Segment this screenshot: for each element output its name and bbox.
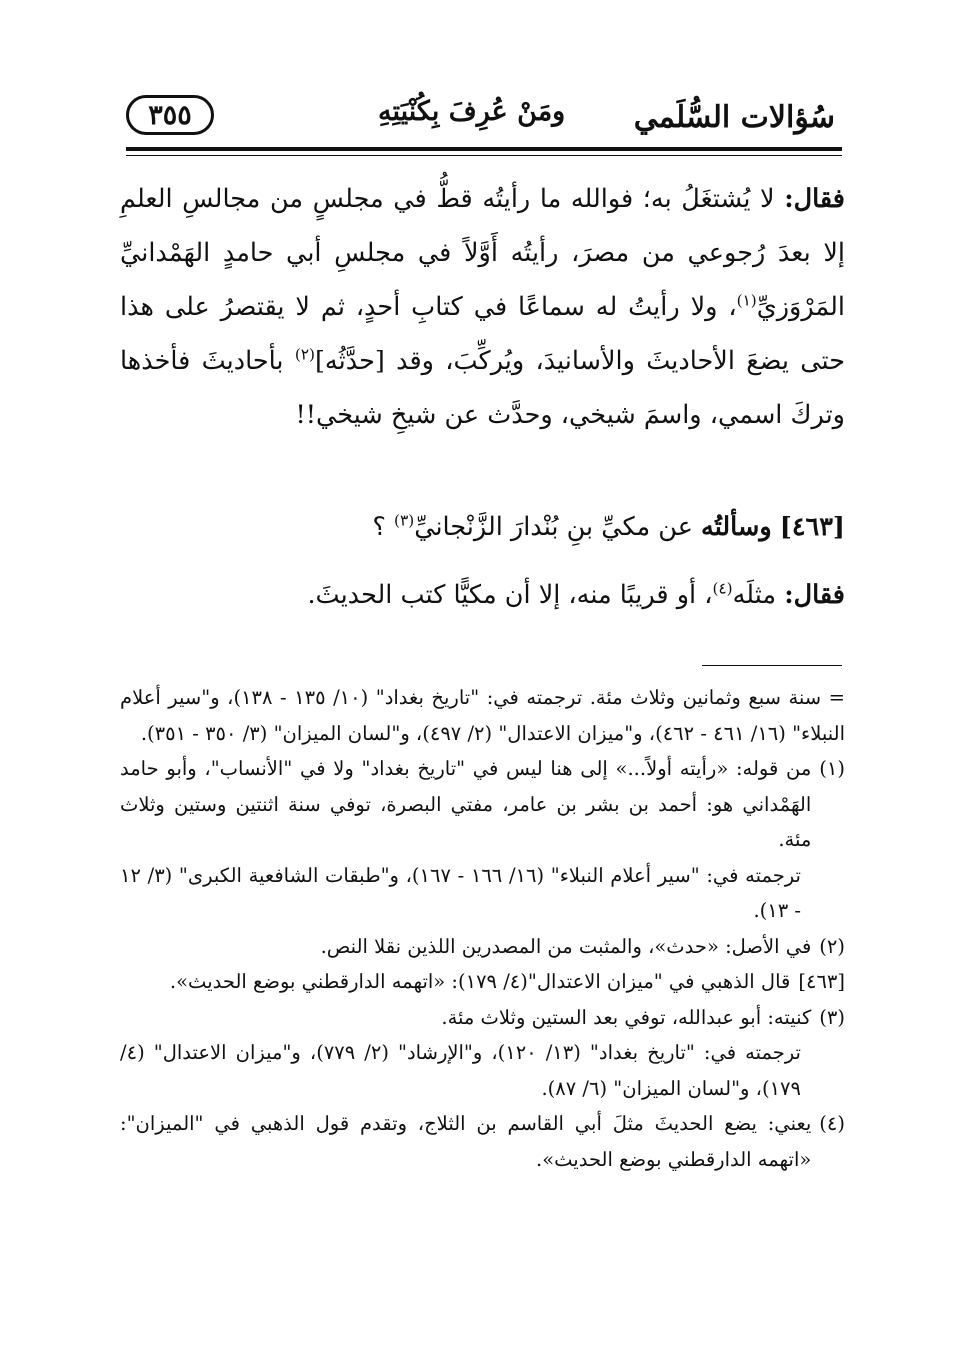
main-paragraph — [120, 172, 845, 442]
footnote-text: قال الذهبي في "ميزان الاعتدال"(٤/ ١٧٩): «اتهمه الدارقطني بوضع الحديث». — [169, 970, 791, 993]
footnote-separator — [702, 665, 842, 666]
footnotes — [120, 680, 845, 1177]
question-paragraph — [120, 500, 845, 554]
footnote-mark: (٣) — [819, 1005, 845, 1029]
chapter-title: ومَنْ عُرِفَ بِكُنْيَتِهِ — [378, 96, 566, 127]
book-title: سُؤالات السُّلَمي — [633, 100, 835, 135]
footnote-text: كنيته: أبو عبدالله، توفي بعد الستين وثلاث مئة. — [441, 1005, 812, 1029]
question-text: عن مكيِّ بنِ بُنْدارَ الزَّنْجانيِّ — [414, 512, 702, 542]
footnote-mark: (١) — [819, 757, 845, 780]
footnote-mark: [٤٦٣] — [798, 970, 845, 993]
header-rule-thin — [126, 155, 842, 156]
footnote-ref-4[interactable]: (٤) — [712, 579, 733, 598]
entry-number: [٤٦٣] — [779, 512, 845, 542]
question-end: ؟ — [372, 512, 395, 542]
footnote-item — [120, 751, 845, 858]
answer-paragraph — [120, 568, 845, 622]
page-number-badge — [126, 95, 214, 135]
footnote-item — [120, 929, 845, 965]
footnote-item — [120, 1000, 845, 1036]
footnote-ref-3[interactable]: (٣) — [394, 511, 415, 530]
footnote-item — [120, 964, 845, 1000]
page-number: ٣٥٥ — [148, 99, 192, 131]
footnote-text: ترجمته في: "تاريخ بغداد" (١٣/ ١٢٠)، و"الإرشاد" (٢/ ٧٧٩)، و"ميزان الاعتدال" (٤/ ١٧٩)، و"لسان الميزان" (٦/ ٨٧). — [120, 1041, 801, 1100]
paragraph-text: لا يُشتغَلُ به؛ فوالله ما رأيتُه قطُّ في مجلسٍ من مجالسِ العلمِ إلا بعدَ رُجوعي من مصرَ، رأيتُه أَوَّلاً في مجلسِ أبي حامدٍ الهَمْدانيِّ المَرْوَزيِّ — [120, 184, 845, 322]
footnote-mark: (٤) — [819, 1112, 845, 1135]
footnote-text: ترجمته في: "سير أعلام النبلاء" (١٦/ ١٦٦ - ١٦٧)، و"طبقات الشافعية الكبرى" (٣/ ١٢ - ١٣). — [120, 863, 801, 922]
paragraph-text-end: بأحاديثَ فأخذها وتركَ اسمي، واسمَ شيخي، وحدَّث عن شيخِ شيخي!! — [120, 346, 845, 430]
footnote-text: = سنة سبع وثمانين وثلاث مئة. ترجمته في: "تاريخ بغداد" (١٠/ ١٣٥ - ١٣٨)، و"سير أعلام النبلاء" (١٦/ ٤٦١ - ٤٦٢)، و"ميزان الاعتدال" (٢/ ٤٩٧)، و"لسان الميزان" (٣/ ٣٥٠ - ٣٥١). — [120, 686, 845, 745]
answer-end: ، أو قريبًا منه، إلا أن مكيًّا كتب الحديثَ. — [307, 580, 713, 610]
paragraph-text-cont: ، ولا رأيتُ له سماعًا في كتابِ أحدٍ، ثم لا يقتصرُ على هذا حتى يضعَ الأحاديثَ والأسانيدَ، ويُركِّبَ، وقد [حدَّثُه] — [120, 292, 846, 376]
footnote-text: من قوله: «رأيته أولاً...» إلى هنا ليس في "تاريخ بغداد" ولا في "الأنساب"، وأبو حامد الهَمْداني هو: أحمد بن بشر بن عامر، مفتي البصرة، توفي سنة اثنتين وستين وثلاث مئة. — [120, 757, 812, 851]
footnote-text: يعني: يضع الحديثَ مثلَ أبي القاسم بن الثلاج، وتقدم قول الذهبي في "الميزان": «اتهمه الدارقطني بوضع الحديث». — [120, 1112, 812, 1171]
answer-label: فقال: — [784, 580, 845, 610]
footnote-text: في الأصل: «حدث»، والمثبت من المصدرين اللذين نقلا النص. — [320, 934, 812, 958]
footnote-item — [120, 858, 845, 929]
footnote-ref-1[interactable]: (١) — [736, 291, 757, 310]
footnote-ref-2[interactable]: (٢) — [294, 345, 315, 364]
header-rule-thick — [126, 147, 842, 151]
footnote-item — [120, 680, 845, 751]
speaker-label: فقال: — [784, 184, 845, 214]
answer-text: مثلَه — [732, 580, 785, 610]
footnote-item — [120, 1106, 845, 1177]
footnote-mark: (٢) — [819, 934, 845, 958]
footnote-item — [120, 1035, 845, 1106]
question-label: وسألتُه — [701, 512, 772, 542]
